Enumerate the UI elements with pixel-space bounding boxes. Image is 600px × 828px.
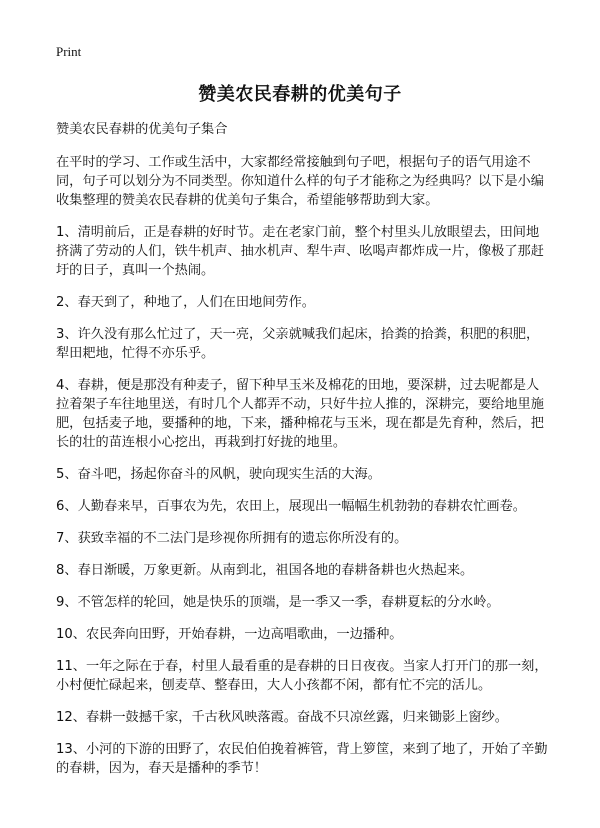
article-body bbox=[56, 120, 552, 791]
list-item: 4、春耕，便是那没有种麦子，留下种早玉米及棉花的田地，要深耕，过去呢都是人拉着架子车往地里送，有时几个人都弄不动，只好牛拉人推的，深耕完，要给地里施肥，包括麦子地，要播种的地，下来，播种棉花与玉米，现在都是先育种，然后，把长的壮的苗连根小心挖出，再栽到打好拢的地里。 bbox=[56, 378, 544, 450]
list-item: 10、农民奔向田野，开始春耕，一边高唱歌曲，一边播种。 bbox=[56, 627, 403, 642]
list-item: 2、春天到了，种地了，人们在田地间劳作。 bbox=[56, 295, 315, 310]
list-item: 5、奋斗吧，扬起你奋斗的风帆，驶向现实生活的大海。 bbox=[56, 467, 381, 482]
list-item: 1、清明前后，正是春耕的好时节。走在老家门前，整个村里头儿放眼望去，田间地挤满了劳动的人们，铁牛机声、抽水机声、犁牛声、吆喝声都炸成一片，像极了那赶圩的日子，真叫一个热闹。 bbox=[56, 225, 544, 278]
list-item: 6、人勤春来早，百事农为先，农田上，展现出一幅幅生机勃勃的春耕农忙画卷。 bbox=[56, 499, 526, 514]
list-item: 8、春日渐暖，万象更新。从南到北，祖国各地的春耕备耕也火热起来。 bbox=[56, 563, 474, 578]
list-item: 3、许久没有那么忙过了，天一亮，父亲就喊我们起床，拾粪的拾粪，积肥的积肥，犁田耙地，忙得不亦乐乎。 bbox=[56, 327, 540, 361]
list-item: 7、获致幸福的不二法门是珍视你所拥有的遗忘你所没有的。 bbox=[56, 531, 408, 546]
article-subtitle: 赞美农民春耕的优美句子集合 bbox=[56, 122, 228, 137]
list-item: 13、小河的下游的田野了，农民伯伯挽着裤管，背上箩筐，来到了地了，开始了辛勤的春耕，因为，春天是播种的季节！ bbox=[56, 742, 548, 776]
list-item: 9、不管怎样的轮回，她是快乐的顶端，是一季又一季，春耕夏耘的分水岭。 bbox=[56, 595, 500, 610]
list-item: 11、一年之际在于春，村里人最看重的是春耕的日日夜夜。当家人打开门的那一刻，小村便忙碌起来，刨麦草、整春田，大人小孩都不闲，都有忙不完的活儿。 bbox=[56, 659, 548, 693]
list-item: 12、春耕一鼓撼千家，千古秋风映落霞。奋战不只凉丝露，归来锄影上窗纱。 bbox=[56, 710, 508, 725]
intro-paragraph: 在平时的学习、工作或生活中，大家都经常接触到句子吧，根据句子的语气用途不同，句子可以划分为不同类型。你知道什么样的句子才能称之为经典吗？以下是小编收集整理的赞美农民春耕的优美句子集合，希望能够帮助到大家。 bbox=[56, 155, 544, 208]
print-link[interactable]: Print bbox=[56, 44, 82, 59]
page-title: 赞美农民春耕的优美句子 bbox=[198, 84, 402, 105]
